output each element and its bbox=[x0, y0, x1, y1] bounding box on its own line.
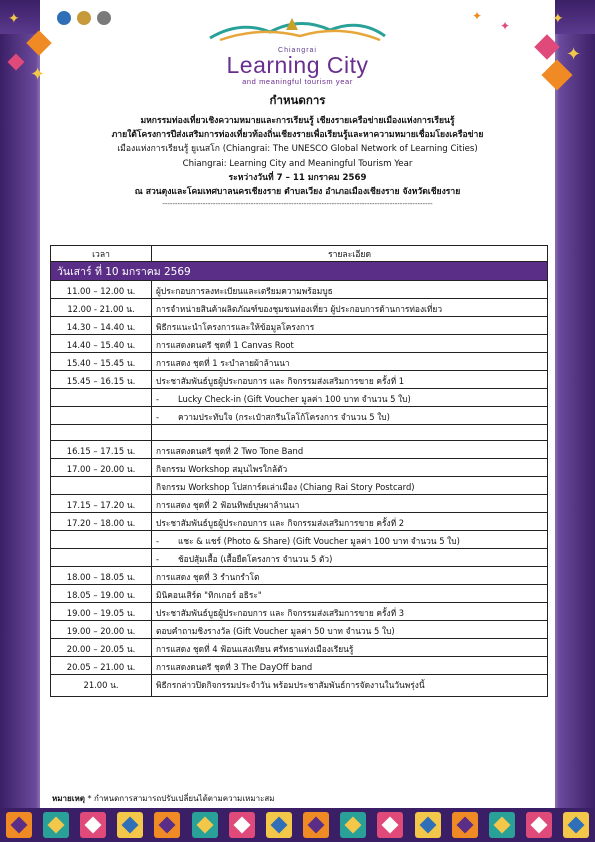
time-cell: 17.20 – 18.00 น. bbox=[51, 513, 152, 531]
table-row bbox=[51, 675, 548, 697]
mountain-wave-icon bbox=[200, 14, 395, 42]
table-row bbox=[51, 549, 548, 567]
sparkle-icon: ✦ bbox=[8, 11, 20, 27]
time-cell: 15.40 – 15.45 น. bbox=[51, 353, 152, 371]
table-row bbox=[51, 389, 548, 407]
textile-tile bbox=[229, 812, 255, 838]
detail-cell: พิธีกรกล่าวปิดกิจกรรมประจำวัน พร้อมประชาสัมพันธ์การจัดงานในวันพรุ่งนี้ bbox=[152, 675, 548, 697]
time-cell: 14.40 – 15.40 น. bbox=[51, 335, 152, 353]
detail-cell bbox=[152, 549, 548, 567]
detail-cell bbox=[152, 389, 548, 407]
detail-cell bbox=[152, 407, 548, 425]
tile-motif bbox=[419, 817, 436, 834]
detail-cell: การแสดง ชุดที่ 1 ระบำลายผ้าล้านนา bbox=[152, 353, 548, 371]
brand-title: Learning City bbox=[226, 52, 369, 78]
logo-icon bbox=[56, 10, 72, 26]
table-row bbox=[51, 531, 548, 549]
sub-item-text: Lucky Check-in (Gift Voucher มูลค่า 100 บาท จำนวน 5 ใบ) bbox=[178, 394, 411, 404]
detail-cell: ประชาสัมพันธ์บูธผู้ประกอบการ และ กิจกรรมส่งเสริมการขาย ครั้งที่ 2 bbox=[152, 513, 548, 531]
table-row bbox=[51, 639, 548, 657]
time-cell: 16.15 – 17.15 น. bbox=[51, 441, 152, 459]
tile-motif bbox=[122, 817, 139, 834]
textile-tile bbox=[563, 812, 589, 838]
textile-tile bbox=[303, 812, 329, 838]
bullet-dash: - bbox=[156, 554, 160, 565]
sparkle-icon: ✦ bbox=[500, 19, 511, 33]
detail-cell bbox=[152, 531, 548, 549]
table-row bbox=[51, 477, 548, 495]
time-cell: 17.00 – 20.00 น. bbox=[51, 459, 152, 477]
detail-cell: ผู้ประกอบการลงทะเบียนและเตรียมความพร้อมบูธ bbox=[152, 281, 548, 299]
heading-line: ณ สวนตุงและโคมเทศบาลนครเชียงราย ตำบลเวียง อำเภอเมืองเชียงราย จังหวัดเชียงราย bbox=[134, 187, 461, 198]
detail-cell: ตอบคำถามชิงรางวัล (Gift Voucher มูลค่า 50 บาท จำนวน 5 ใบ) bbox=[152, 621, 548, 639]
schedule-table bbox=[50, 245, 548, 697]
brand-logo bbox=[200, 14, 395, 86]
textile-tile bbox=[489, 812, 515, 838]
table-row bbox=[51, 513, 548, 531]
tile-motif bbox=[270, 817, 287, 834]
bullet-dash: - bbox=[156, 412, 160, 422]
textile-border bbox=[0, 808, 595, 842]
column-header-time: เวลา bbox=[51, 246, 152, 262]
table-row bbox=[51, 299, 548, 317]
time-cell: 12.00 - 21.00 น. bbox=[51, 299, 152, 317]
time-cell: 18.05 – 19.00 น. bbox=[51, 585, 152, 603]
sub-item-text: แชะ & แชร์ (Photo & Share) (Gift Voucher มูลค่า 100 บาท จำนวน 5 ใบ) bbox=[178, 536, 460, 547]
detail-cell: การแสดง ชุดที่ 4 ฟ้อนแสงเทียน ศรัทธาแห่งเมืองเรียนรู้ bbox=[152, 639, 548, 657]
textile-tile bbox=[340, 812, 366, 838]
table-row bbox=[51, 353, 548, 371]
day-header: วันเสาร์ ที่ 10 มกราคม 2569 bbox=[51, 262, 548, 281]
page-title: กำหนดการ bbox=[269, 93, 326, 107]
tile-motif bbox=[308, 817, 325, 834]
detail-cell: การแสดงดนตรี ชุดที่ 2 Two Tone Band bbox=[152, 441, 548, 459]
time-cell: 20.00 – 20.05 น. bbox=[51, 639, 152, 657]
tile-motif bbox=[47, 817, 64, 834]
time-cell: 15.45 – 16.15 น. bbox=[51, 371, 152, 389]
textile-tile bbox=[6, 812, 32, 838]
table-row bbox=[51, 585, 548, 603]
detail-cell: กิจกรรม Workshop สมุนไพรใกล้ตัว bbox=[152, 459, 548, 477]
table-row bbox=[51, 425, 548, 441]
detail-cell: การแสดงดนตรี ชุดที่ 3 The DayOff band bbox=[152, 657, 548, 675]
detail-cell: ประชาสัมพันธ์บูธผู้ประกอบการ และ กิจกรรมส่งเสริมการขาย ครั้งที่ 1 bbox=[152, 371, 548, 389]
partner-logos bbox=[56, 10, 112, 26]
table-row bbox=[51, 281, 548, 299]
detail-cell: การแสดง ชุดที่ 2 ฟ้อนทิพย์บุษผาล้านนา bbox=[152, 495, 548, 513]
table-row bbox=[51, 407, 548, 425]
textile-tile bbox=[154, 812, 180, 838]
time-cell: 17.15 – 17.20 น. bbox=[51, 495, 152, 513]
detail-cell: มินิคอนเสิร์ต "ทิกเกอร์ อธิระ" bbox=[152, 585, 548, 603]
textile-tile bbox=[80, 812, 106, 838]
table-row bbox=[51, 567, 548, 585]
column-header-detail: รายละเอียด bbox=[152, 246, 548, 262]
sparkle-icon: ✦ bbox=[552, 11, 564, 27]
textile-tile bbox=[452, 812, 478, 838]
table-row bbox=[51, 335, 548, 353]
logo-icon bbox=[96, 10, 112, 26]
brand-city: Chiangrai bbox=[278, 47, 317, 54]
heading-line: Chiangrai: Learning City and Meaningful Tourism Year bbox=[182, 158, 413, 169]
tile-motif bbox=[345, 817, 362, 834]
detail-cell: การแสดง ชุดที่ 3 รำนกรำโต bbox=[152, 567, 548, 585]
textile-tile bbox=[117, 812, 143, 838]
time-cell: 18.00 – 18.05 น. bbox=[51, 567, 152, 585]
sparkle-icon: ✦ bbox=[566, 44, 582, 65]
tile-motif bbox=[196, 817, 213, 834]
sparkle-icon: ✦ bbox=[472, 9, 483, 23]
time-cell bbox=[51, 477, 152, 495]
footnote-label: หมายเหตุ bbox=[52, 794, 85, 803]
table-row bbox=[51, 441, 548, 459]
sub-item-text: ความประทับใจ (กระเป๋าสกรีนโลโก้โครงการ จำนวน 5 ใบ) bbox=[178, 412, 390, 422]
detail-cell: กิจกรรม Workshop โปสการ์ดเล่าเมือง (Chiang Rai Story Postcard) bbox=[152, 477, 548, 495]
heading-line: ระหว่างวันที่ 7 – 11 มกราคม 2569 bbox=[228, 172, 367, 183]
tile-motif bbox=[159, 817, 176, 834]
time-cell: 20.05 – 21.00 น. bbox=[51, 657, 152, 675]
detail-cell: พิธีกรแนะนำโครงการและให้ข้อมูลโครงการ bbox=[152, 317, 548, 335]
time-cell bbox=[51, 425, 152, 441]
tile-motif bbox=[456, 817, 473, 834]
table-row bbox=[51, 603, 548, 621]
sparkle-icon: ✦ bbox=[30, 64, 46, 85]
time-cell: 19.00 – 19.05 น. bbox=[51, 603, 152, 621]
bullet-dash: - bbox=[156, 536, 160, 547]
time-cell: 19.00 – 20.00 น. bbox=[51, 621, 152, 639]
tile-motif bbox=[84, 817, 101, 834]
time-cell: 11.00 – 12.00 น. bbox=[51, 281, 152, 299]
textile-tile bbox=[377, 812, 403, 838]
tile-motif bbox=[531, 817, 548, 834]
brand-tagline: and meaningful tourism year bbox=[242, 77, 353, 86]
heading-line: ภายใต้โครงการปีส่งเสริมการท่องเที่ยวท้องถิ่นเชียงรายเพื่อเรียนรู้และหาความหมายเชื่อมโยงเครือข่าย bbox=[111, 130, 484, 141]
textile-tile bbox=[415, 812, 441, 838]
bullet-dash: - bbox=[156, 394, 160, 404]
time-cell: 21.00 น. bbox=[51, 675, 152, 697]
sub-item-text: ช้อปสุ้มเสื้อ (เสื้อยืดโครงการ จำนวน 5 ตัว) bbox=[178, 554, 333, 565]
footnote-text: * กำหนดการสามารถปรับเปลี่ยนได้ตามความเหมาะสม bbox=[87, 794, 275, 803]
detail-cell bbox=[152, 425, 548, 441]
time-cell bbox=[51, 531, 152, 549]
time-cell bbox=[51, 407, 152, 425]
textile-tile bbox=[192, 812, 218, 838]
table-row bbox=[51, 459, 548, 477]
detail-cell: การแสดงดนตรี ชุดที่ 1 Canvas Root bbox=[152, 335, 548, 353]
logo-icon bbox=[76, 10, 92, 26]
time-cell: 14.30 – 14.40 น. bbox=[51, 317, 152, 335]
table-row bbox=[51, 657, 548, 675]
detail-cell: ประชาสัมพันธ์บูธผู้ประกอบการ และ กิจกรรมส่งเสริมการขาย ครั้งที่ 3 bbox=[152, 603, 548, 621]
textile-tile bbox=[266, 812, 292, 838]
footnote bbox=[52, 792, 275, 805]
heading-line: มหกรรมท่องเที่ยวเชิงความหมายและการเรียนรู้ เชียงรายเครือข่ายเมืองแห่งการเรียนรู้ bbox=[140, 116, 455, 126]
tile-motif bbox=[10, 817, 27, 834]
table-row bbox=[51, 371, 548, 389]
tile-motif bbox=[494, 817, 511, 834]
table-row bbox=[51, 495, 548, 513]
tile-motif bbox=[568, 817, 585, 834]
time-cell bbox=[51, 549, 152, 567]
textile-tile bbox=[43, 812, 69, 838]
table-row bbox=[51, 317, 548, 335]
heading-line: เมืองแห่งการเรียนรู้ ยูเนสโก (Chiangrai: The UNESCO Global Network of Learning Cities) bbox=[117, 144, 478, 155]
tile-motif bbox=[382, 817, 399, 834]
textile-tile bbox=[526, 812, 552, 838]
divider: ----------------------------------------------------------------------------------------------------------- bbox=[162, 200, 433, 209]
table-row bbox=[51, 621, 548, 639]
tile-motif bbox=[233, 817, 250, 834]
detail-cell: การจำหน่ายสินค้าผลิตภัณฑ์ของชุมชนท่องเที่ยว ผู้ประกอบการด้านการท่องเที่ยว bbox=[152, 299, 548, 317]
time-cell bbox=[51, 389, 152, 407]
document-heading bbox=[60, 92, 535, 208]
